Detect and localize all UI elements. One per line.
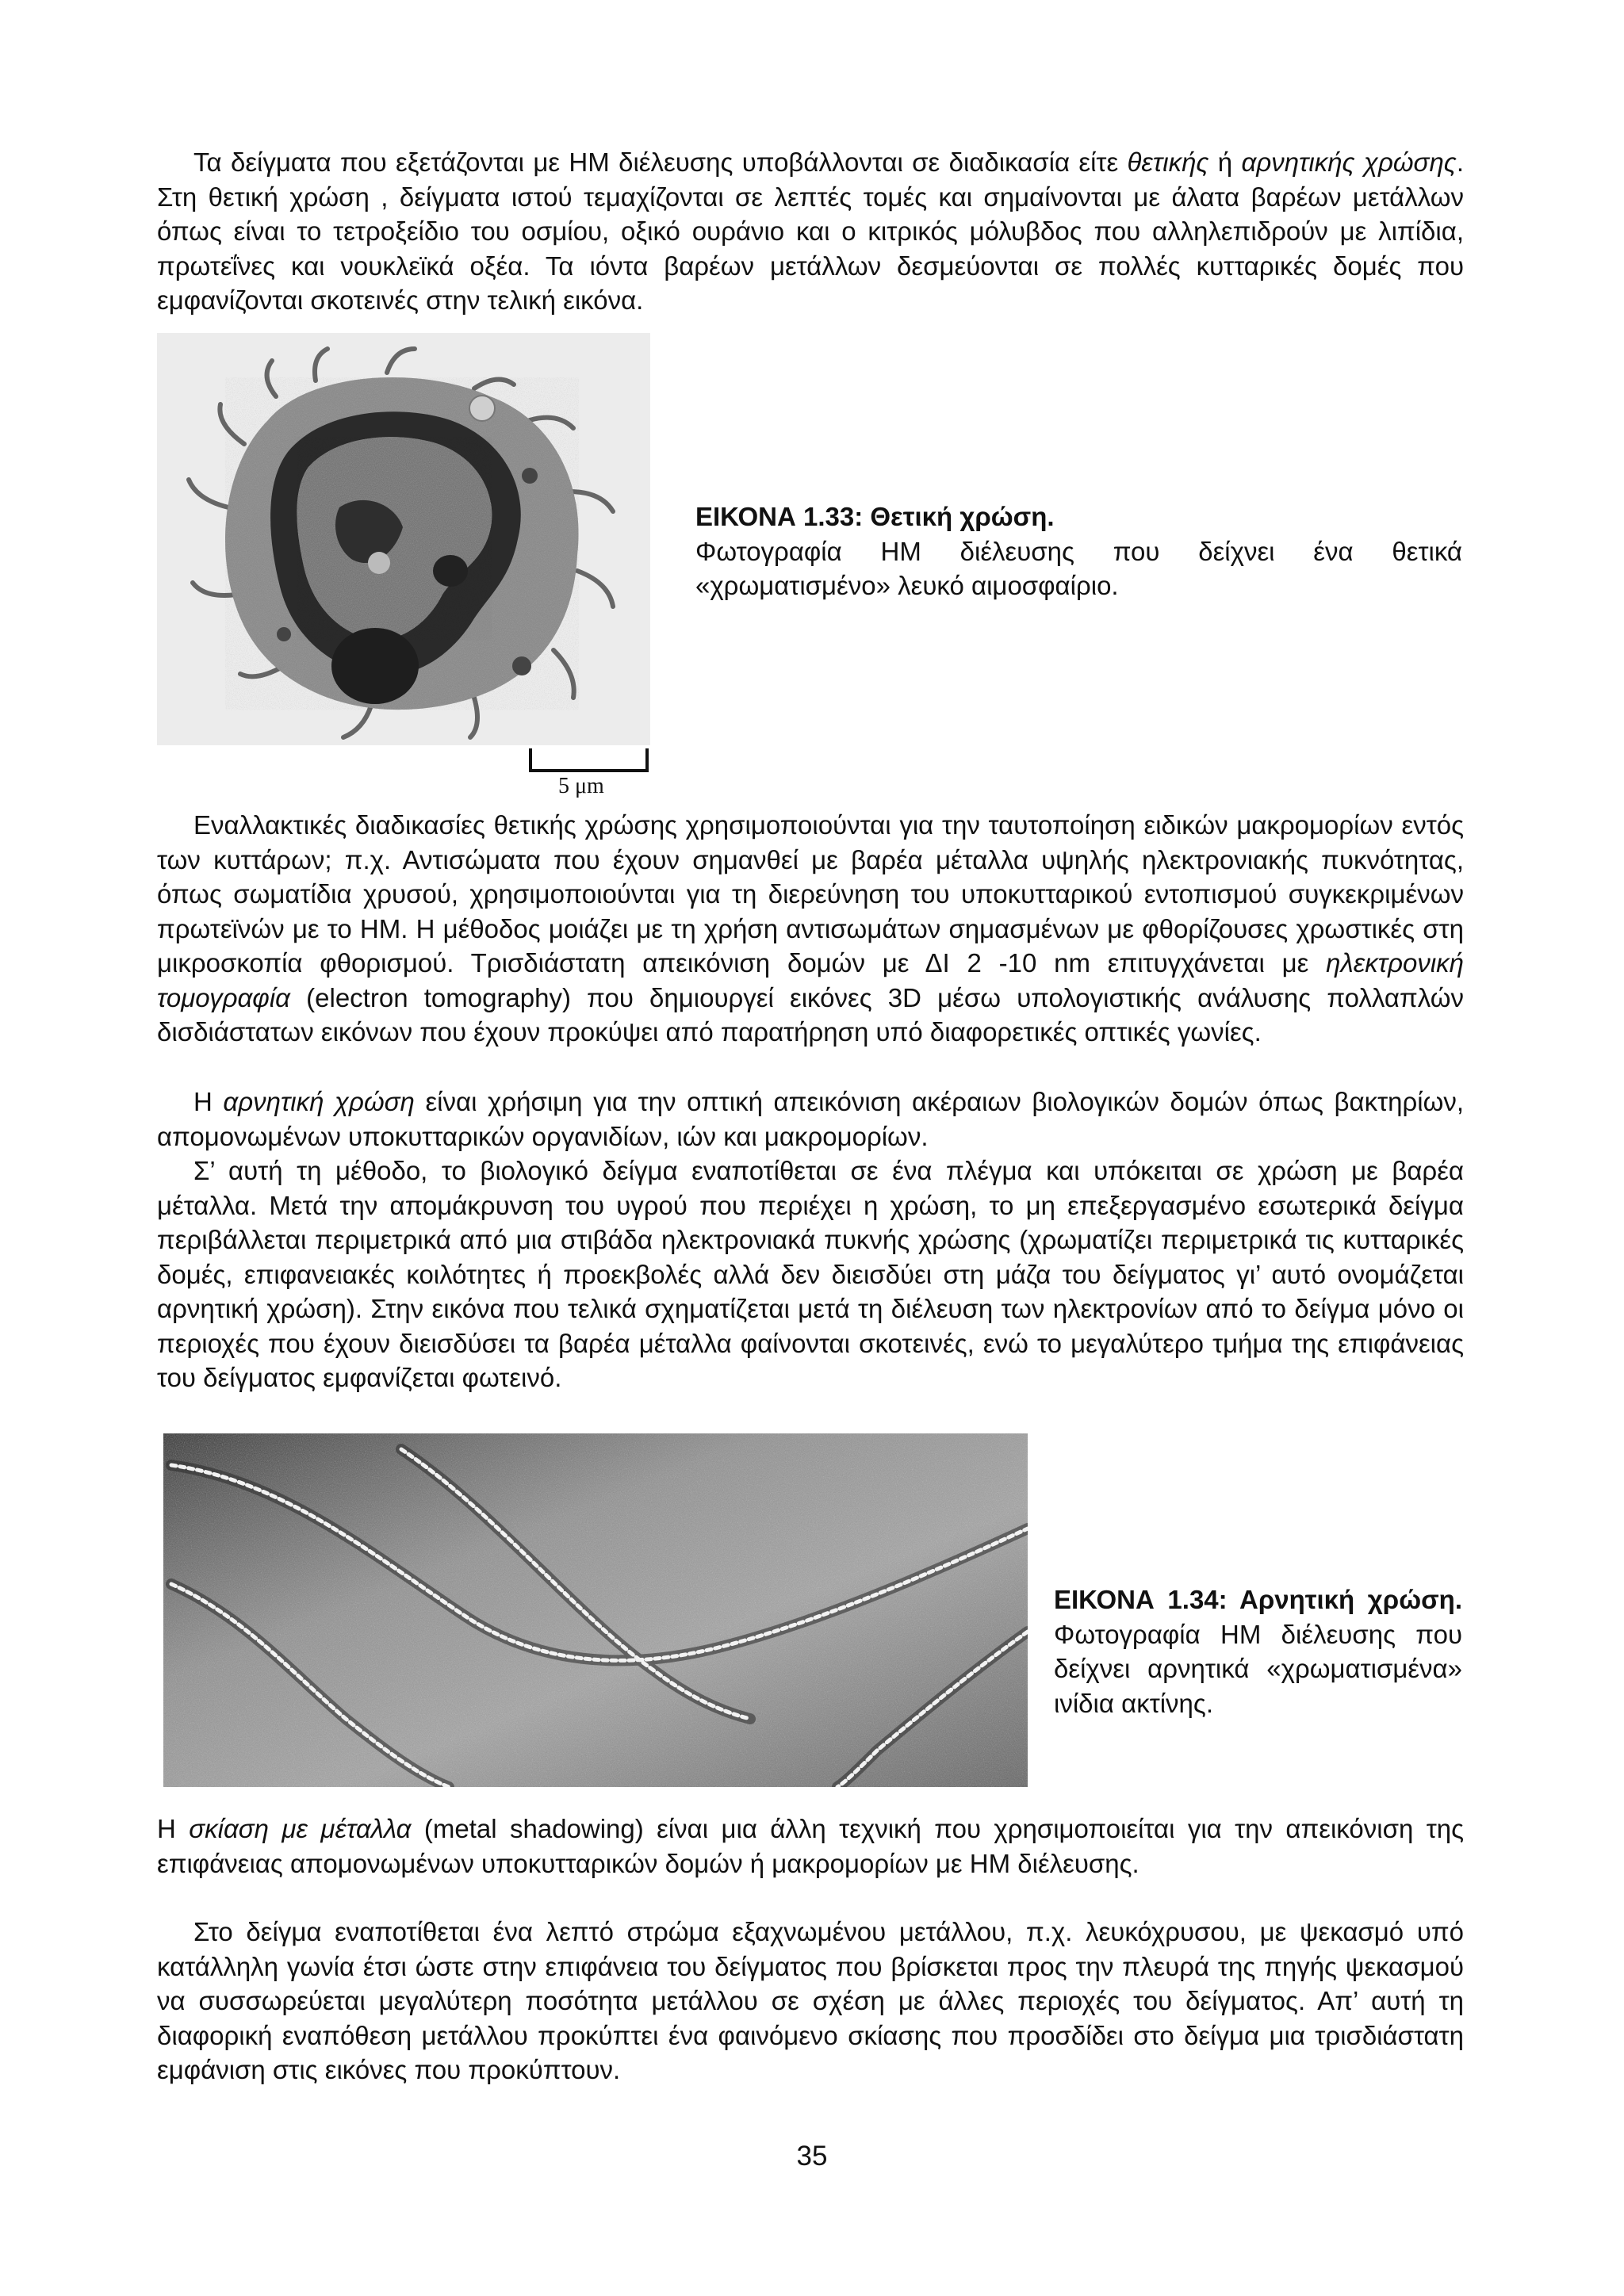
paragraph-positive-staining	[157, 145, 1464, 318]
caption-text: Φωτογραφία ΗΜ διέλευσης που δείχνει ένα θετικά «χρωματισμένο» λευκό αιμοσφαίριο.	[695, 536, 1462, 600]
cell-micrograph	[157, 333, 650, 745]
caption-title: ΕΙΚΟΝΑ 1.33: Θετική χρώση.	[695, 502, 1055, 531]
text: Η	[193, 1087, 224, 1116]
paragraph-metal-shadowing-intro	[157, 1812, 1464, 1881]
figure-white-blood-cell-image	[157, 333, 650, 745]
caption-text: Φωτογραφία ΗΜ διέλευσης που δείχνει αρνητικά «χρωματισμένα» ινίδια ακτίνης.	[1054, 1619, 1462, 1718]
italic-term: σκίαση με μέταλλα	[189, 1814, 412, 1843]
italic-term: αρνητική χρώση	[223, 1087, 415, 1116]
text: Τα δείγματα που εξετάζονται με ΗΜ διέλευσης υποβάλλονται σε διαδικασία είτε	[193, 147, 1128, 177]
text: Εναλλακτικές διαδικασίες θετικής χρώσης χρησιμοποιούνται για την ταυτοποίηση ειδικών μακρομορίων εντός των κυττάρων; π.χ. Αντισώματα που έχουν σημανθεί με βαρέα μέταλλα υψηλής ηλεκτρονιακής πυκνότητας, όπως σωματίδια χρυσού, χρησιμοποιούνται για τη διερεύνηση του υποκυτταρικού εντοπισμού συγκεκριμένων πρωτεϊνών με το ΗΜ. Η μέθοδος μοιάζει με τη χρήση αντισωμάτων σημασμένων με φθορίζουσες χρωστικές στη μικροσκοπία φθορισμού. Τρισδιάστατη απεικόνιση δομών με ΔΙ 2 -10 nm επιτυγχάνεται με	[157, 810, 1464, 978]
text: είναι χρήσιμη για την οπτική απεικόνιση ακέραιων βιολογικών δομών όπως βακτηρίων, απομονωμένων υποκυτταρικών οργανιδίων, ιών και μακρομορίων.	[157, 1087, 1465, 1151]
paragraph-negative-staining-method	[157, 1154, 1464, 1395]
text: (electron tomography) που δημιουργεί εικόνες 3D μέσω υπολογιστικής ανάλυσης πολλαπλών δισδιάστατων εικόνων που έχουν προκύψει από παρατήρηση υπό διαφορετικές οπτικές γωνίες.	[157, 982, 1464, 1047]
text: (metal shadowing) είναι μια άλλη τεχνική που χρησιμοποιείται για την απεικόνιση της επιφάνειας απομονωμένων υποκυτταρικών δομών ή μακρομορίων με ΗΜ διέλευσης.	[157, 1814, 1464, 1878]
figure-1-33-caption	[695, 499, 1462, 603]
italic-term: αρνητικής χρώσης	[1241, 147, 1457, 177]
text: Σ’ αυτή τη μέθοδο, το βιολογικό δείγμα εναποτίθεται σε ένα πλέγμα και υπόκειται σε χρώση με βαρέα μέταλλα. Μετά την απομάκρυνση του υγρού που περιέχει η χρώση, το μη επεξεργασμένο εσωτερικά δείγμα περιβάλλεται περιμετρικά από μια στιβάδα ηλεκτρονιακά πυκνής χρώσης (χρωματίζει περιμετρικά τις κυτταρικές δομές, επιφανειακές κοιλότητες ή προεκβολές αλλά δεν διεισδύει στη μάζα του δείγματος γι’ αυτό ονομάζεται αρνητική χρώση). Στην εικόνα που τελικά σχηματίζεται μετά τη διέλευση των ηλεκτρονίων από το δείγμα μόνο οι περιοχές που έχουν διεισδύσει τα βαρέα μέταλλα φαίνονται σκοτεινές, ενώ το μεγαλύτερο τμήμα της επιφάνειας του δείγματος εμφανίζεται φωτεινό.	[157, 1156, 1464, 1392]
text: Στο δείγμα εναποτίθεται ένα λεπτό στρώμα εξαχνωμένου μετάλλου, π.χ. λευκόχρυσου, με ψεκασμό υπό κατάλληλη γωνία έτσι ώστε στην επιφάνεια του δείγματος που βρίσκεται προς την πλευρά της πηγής ψεκασμού να συσσωρεύεται μεγαλύτερη ποσότητα μετάλλου σε σχέση με άλλες περιοχές του δείγματος. Απ’ αυτή τη διαφορική εναπόθεση μετάλλου προκύπτει ένα φαινόμενο σκίασης που προσδίδει στο δείγμα μια τρισδιάστατη εμφάνιση στις εικόνες που προκύπτουν.	[157, 1917, 1464, 2084]
text: . Στη θετική χρώση , δείγματα ιστού τεμαχίζονται σε λεπτές τομές και σημαίνονται με άλατα βαρέων μετάλλων όπως είναι το τετροξείδιο του οσμίου, οξικό ουράνιο και ο κιτρικός μόλυβδος που αλληλεπιδρούν με λιπίδια, πρωτεΐνες και νουκλεϊκά οξέα. Τα ιόντα βαρέων μετάλλων δεσμεύονται σε πολλές κυτταρικές δομές που εμφανίζονται σκοτεινές στην τελική εικόνα.	[157, 147, 1464, 315]
caption-title: ΕΙΚΟΝΑ 1.34: Αρνητική χρώση.	[1054, 1585, 1462, 1614]
figure-actin-filaments-image	[163, 1433, 1028, 1787]
paragraph-metal-shadowing-method	[157, 1915, 1464, 2087]
italic-term: ηλεκτρονική τομογραφία	[157, 948, 1464, 1012]
scale-bar	[528, 748, 655, 777]
page-number: 35	[796, 2141, 828, 2172]
paragraph-alternative-positive-staining	[157, 808, 1464, 1050]
figure-1-34-caption	[1054, 1582, 1462, 1720]
scale-bar-label: 5 μm	[558, 774, 604, 798]
italic-term: θετικής	[1127, 147, 1209, 177]
text: Η	[157, 1814, 190, 1843]
actin-micrograph	[163, 1433, 1028, 1787]
text: ή	[1208, 147, 1242, 177]
paragraph-negative-staining-intro	[157, 1085, 1464, 1154]
